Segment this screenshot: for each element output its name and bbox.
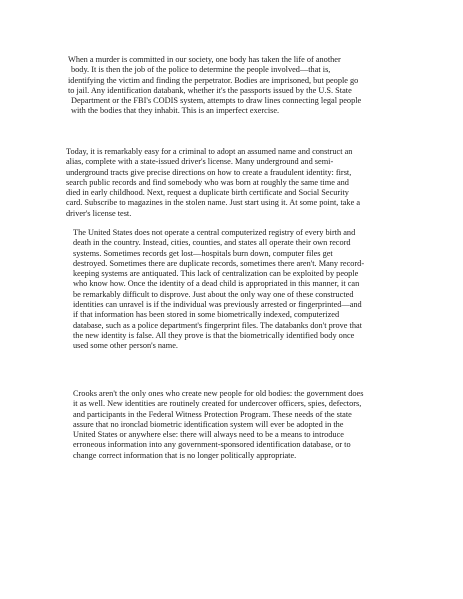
text-line: destroyed. Sometimes there are duplicate records, sometimes there aren't. Many record-	[73, 258, 365, 268]
text-line: to jail. Any identification databank, whether it's the passports issued by the U.S. State	[68, 85, 352, 95]
text-line: Today, it is remarkably easy for a criminal to adopt an assumed name and construct an	[66, 147, 353, 156]
text-line: identifying the victim and finding the perpetrator. Bodies are imprisoned, but people go	[68, 75, 359, 85]
text-line: who know how. Once the identity of a dead child is appropriated in this manner, it can	[73, 279, 360, 289]
paragraph-murder-identification	[68, 55, 361, 117]
text-line: underground tracts give precise directions on how to create a fraudulent identity: first,	[66, 167, 352, 177]
text-line: database, such as a police department's fingerprint files. The databanks don't prove that	[73, 320, 362, 330]
paragraph-record-systems	[73, 228, 364, 352]
text-line: Department or the FBI's CODIS system, attempts to draw lines connecting legal people	[71, 96, 362, 106]
text-line: card. Subscribe to magazines in the stolen name. Just start using it. At some point, take a	[66, 198, 361, 208]
text-line: keeping systems are antiquated. This lack of centralization can be exploited by people	[73, 269, 359, 279]
text-line: assure that no ironclad biometric identification system will ever be adopted in the	[73, 419, 344, 429]
text-line: if that information has been stored in some biometrically indexed, computerized	[73, 310, 340, 320]
text-line: driver's license test.	[66, 208, 132, 218]
paragraph-government-identities	[73, 389, 363, 461]
text-line: alias, complete with a state-issued driver's license. Many underground and semi-	[66, 157, 334, 167]
text-line: death in the country. Instead, cities, counties, and states all operate their own record	[73, 238, 351, 248]
text-line: change correct information that is no longer politically appropriate.	[73, 450, 297, 460]
text-line: identities can unravel is if the individual was previously arrested or fingerprinted—and	[73, 300, 362, 310]
text-line: erroneous information into any government-sponsored identification database, or to	[73, 440, 351, 450]
text-line: the new identity is false. All they prove is that the biometrically identified body once	[73, 330, 355, 340]
text-line: search public records and find somebody who was born at roughly the same time and	[66, 177, 349, 187]
text-line: died in early childhood. Next, request a duplicate birth certificate and Social Security	[66, 188, 349, 198]
text-line: and participants in the Federal Witness Protection Program. These needs of the state	[73, 409, 352, 419]
text-line: Crooks aren't the only ones who create new people for old bodies: the government does	[73, 389, 364, 398]
text-line: it as well. New identities are routinely created for undercover officers, spies, defectors,	[73, 399, 362, 409]
text-line: with the bodies that they inhabit. This is an imperfect exercise.	[71, 106, 280, 116]
text-line: The United States does not operate a central computerized registry of every birth and	[73, 228, 356, 237]
text-line: body. It is then the job of the police to determine the people involved—that is,	[71, 65, 331, 75]
text-line: systems. Sometimes records get lost—hospitals burn down, computer files get	[73, 248, 333, 258]
text-line: When a murder is committed in our society, one body has taken the life of another	[68, 55, 341, 64]
text-line: United States or anywhere else: there will always need to be a means to introduce	[73, 430, 344, 440]
paragraph-criminal-alias	[66, 147, 360, 219]
text-line: be remarkably difficult to disprove. Just about the only way one of these constructed	[73, 289, 354, 299]
text-line: used some other person's name.	[73, 341, 178, 351]
